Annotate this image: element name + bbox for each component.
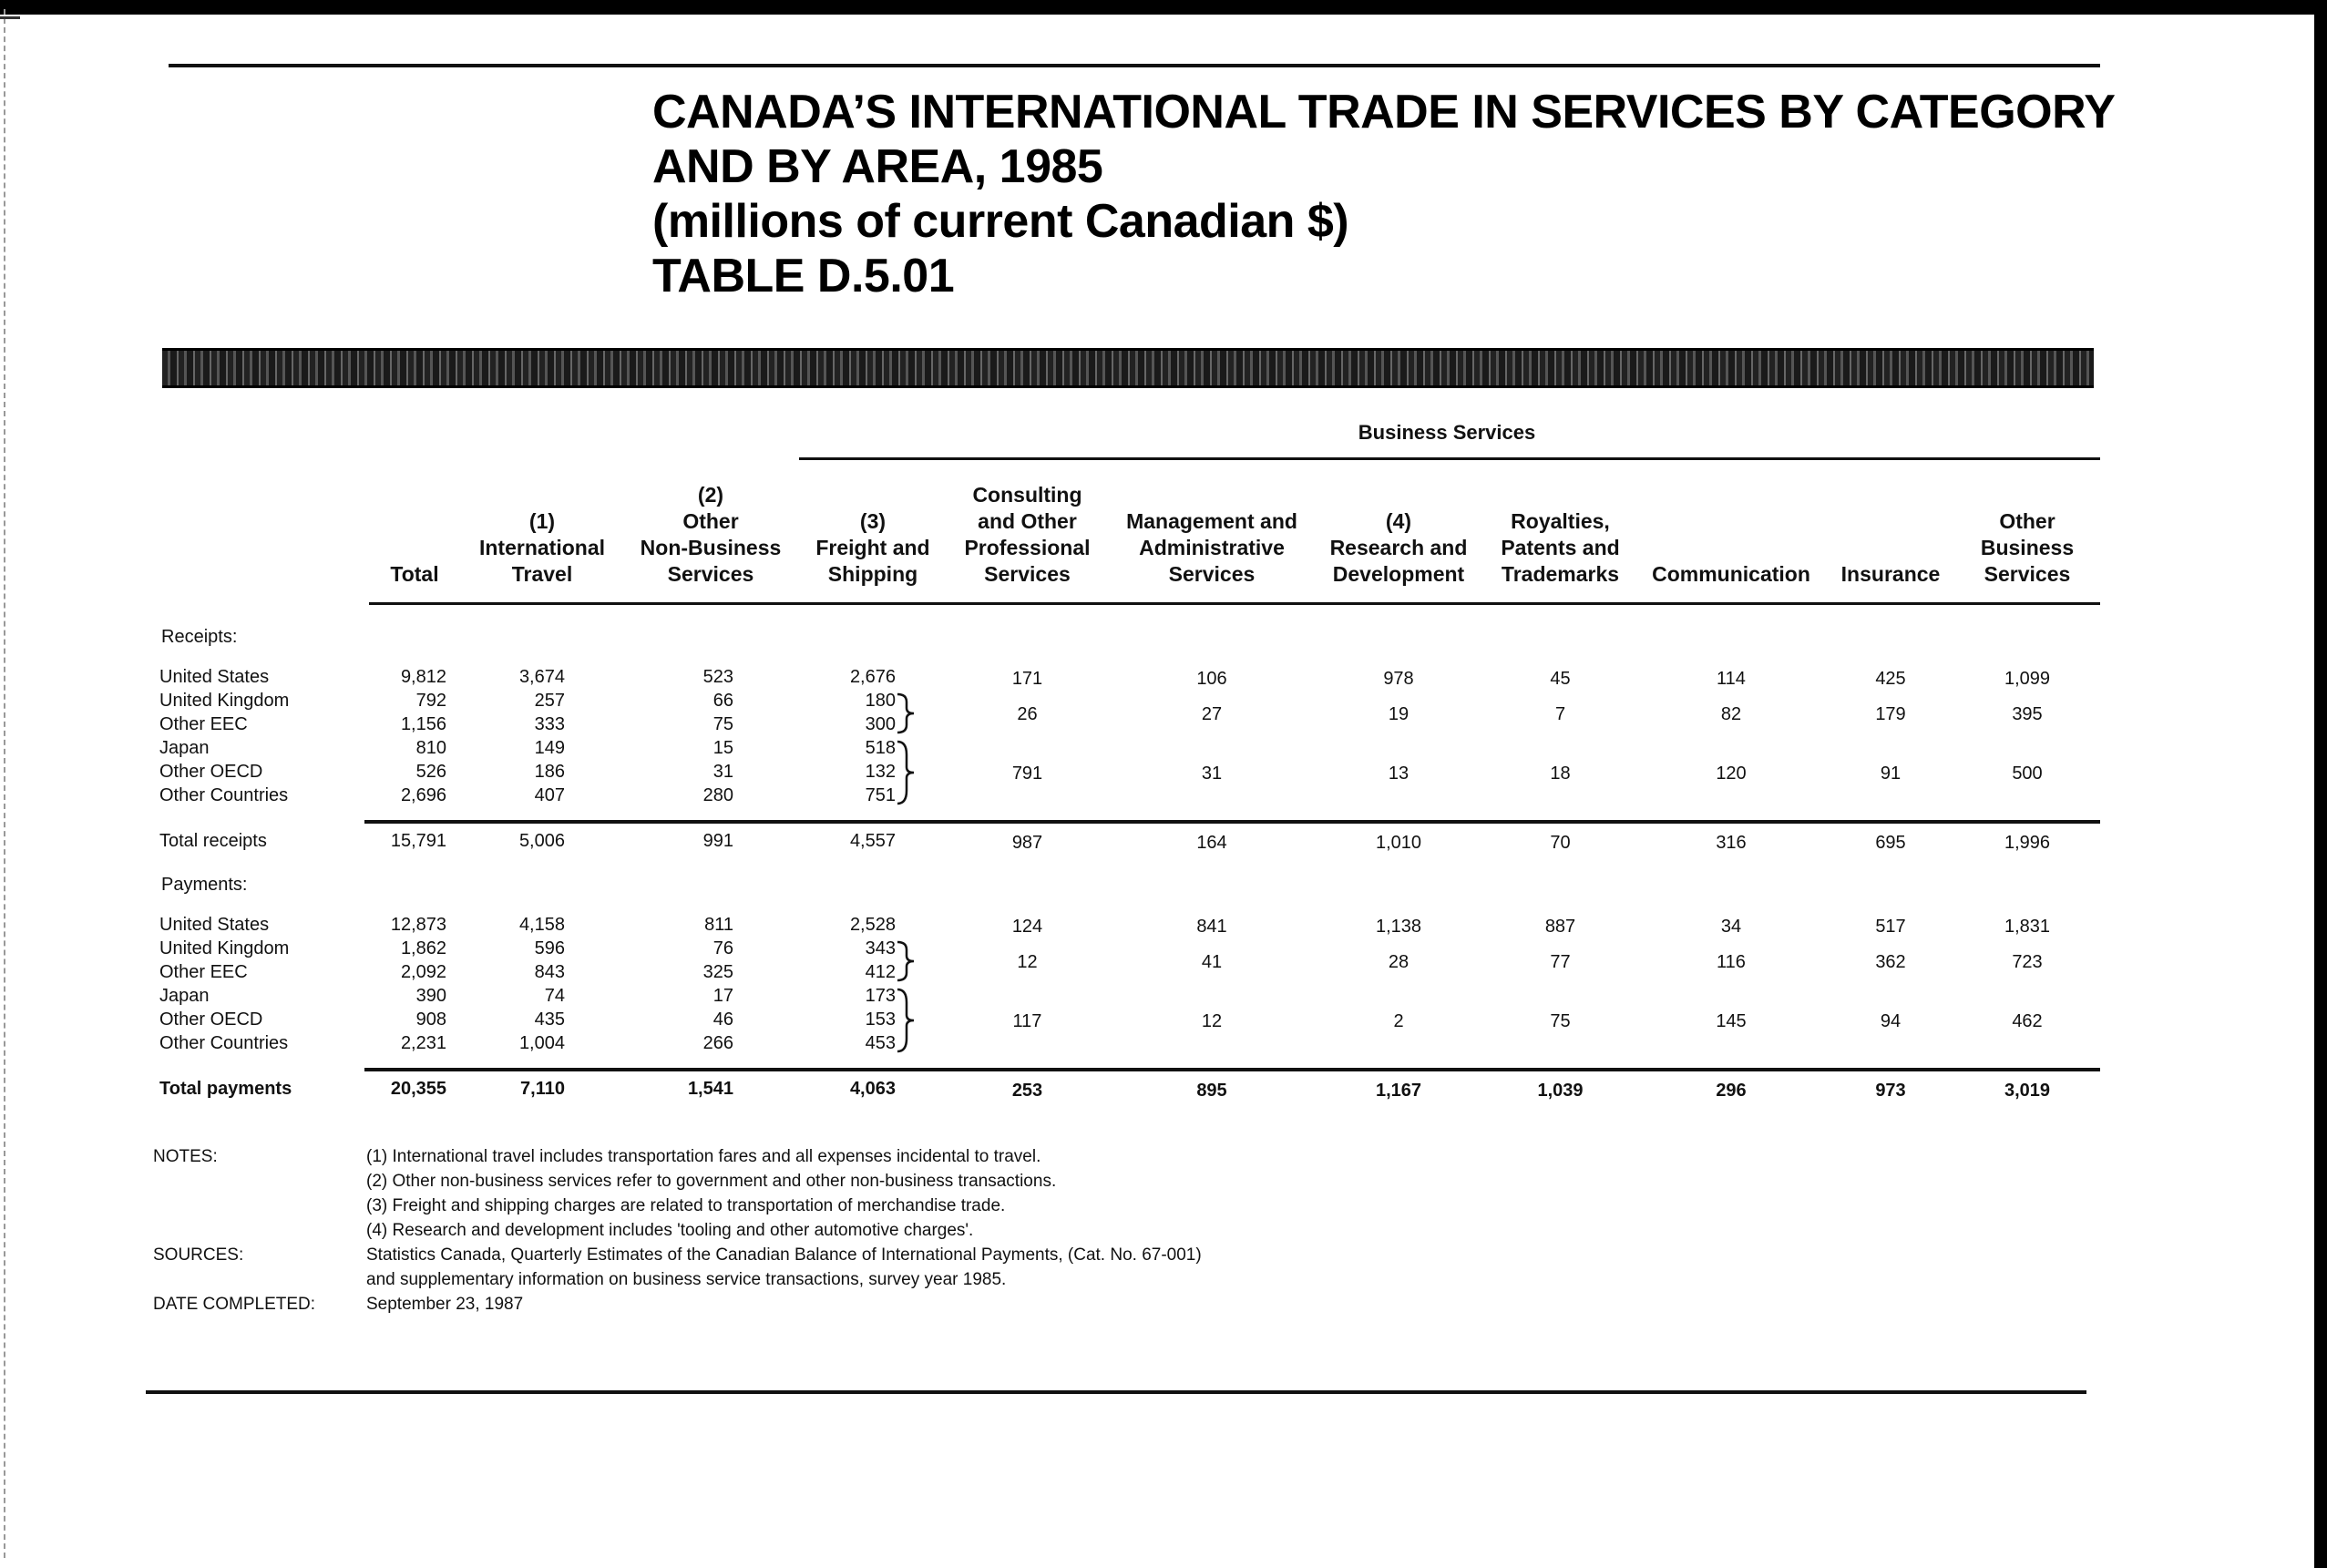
payments-business-cell: 12 [1017,952,1038,972]
bottom-rule [146,1390,2086,1394]
sources-label: SOURCES: [153,1245,244,1265]
notes-label: NOTES: [153,1147,218,1166]
receipts-travel-cell: 186 [534,762,565,782]
payments-business-cell: 1,138 [1375,917,1422,937]
receipts-total-rule [364,820,2100,824]
receipts-freight-cell: 180 [865,691,896,711]
payments-business-cell: 75 [1550,1011,1571,1031]
receipts-non-business-cell: 280 [702,785,733,805]
receipts-business-cell: 500 [2012,764,2043,784]
receipts-total-cell: 792 [415,691,446,711]
payments-business-cell: 12 [1201,1011,1223,1031]
payments-travel-cell: 4,158 [518,915,565,935]
receipts-business-cell: 791 [1011,764,1043,784]
receipts-business-cell: 26 [1017,704,1038,724]
receipts-freight-cell: 132 [865,762,896,782]
business-services-heading: Business Services [1358,421,1536,444]
binding-tick [0,16,20,19]
col-header-total: Total [390,562,439,586]
title-line-1: CANADA’S INTERNATIONAL TRADE IN SERVICES BY CATEGORY [652,86,2116,138]
payments-section-label: Payments: [161,875,248,895]
payments-grand-total-cell: 7,110 [520,1079,565,1099]
receipts-travel-cell: 407 [534,785,565,805]
payments-row-label: United States [159,915,270,935]
col-header-other-business: Other Business Services [1980,509,2075,586]
payments-non-business-cell: 46 [712,1009,733,1030]
col-header-consulting: Consulting and Other Professional Services [964,483,1091,586]
receipts-business-cell: 114 [1717,669,1746,689]
receipts-freight-cell: 751 [865,785,896,805]
col-header-insurance: Insurance [1840,562,1941,586]
receipts-grand-total-cell: 1,996 [2004,833,2051,853]
payments-non-business-cell: 76 [712,938,733,958]
business-services-rule [799,457,2100,460]
payments-total-cell: 2,231 [400,1033,446,1053]
receipts-business-cell: 18 [1550,764,1571,784]
receipts-business-cell: 395 [2012,704,2043,724]
payments-business-cell: 28 [1388,952,1410,972]
receipts-freight-cell: 2,676 [849,667,896,687]
receipts-total-cell: 2,696 [400,785,446,805]
payments-freight-brace-other [896,988,916,1053]
receipts-business-cell: 171 [1011,669,1043,689]
col-header-non-business: (2) Other Non-Business Services [640,483,782,586]
receipts-business-cell: 425 [1875,669,1906,689]
receipts-travel-cell: 333 [534,714,565,734]
receipts-non-business-cell: 75 [712,714,733,734]
date-completed-value: September 23, 1987 [366,1295,524,1314]
payments-business-cell: 41 [1201,952,1223,972]
col-header-management: Management and Administrative Services [1126,509,1297,586]
receipts-total-cell: 9,812 [400,667,446,687]
receipts-business-cell: 978 [1383,669,1414,689]
receipts-non-business-cell: 15 [712,738,733,758]
receipts-business-cell: 91 [1880,764,1902,784]
payments-grand-total-cell: 253 [1011,1081,1043,1101]
payments-freight-cell: 453 [865,1033,896,1053]
payments-grand-total-cell: 3,019 [2004,1081,2051,1101]
col-header-communication: Communication [1652,562,1810,586]
receipts-total-cell: 526 [415,762,446,782]
receipts-business-cell: 7 [1554,704,1566,724]
payments-travel-cell: 1,004 [518,1033,565,1053]
receipts-business-cell: 1,099 [2004,669,2051,689]
payments-row-label: Other Countries [159,1033,289,1053]
payments-travel-cell: 843 [534,962,565,982]
receipts-freight-cell: 518 [865,738,896,758]
payments-travel-cell: 596 [534,938,565,958]
receipts-row-label: Other OECD [159,762,263,782]
receipts-business-cell: 179 [1875,704,1906,724]
payments-freight-cell: 412 [865,962,896,982]
payments-total-cell: 12,873 [390,915,446,935]
receipts-travel-cell: 257 [534,691,565,711]
binding-margin [4,9,15,1558]
payments-total-label: Total payments [159,1079,292,1099]
sources-line-1: Statistics Canada, Quarterly Estimates of the Canadian Balance of International Payments, (Cat. No. 67-001) [366,1245,1202,1265]
payments-business-cell: 1,831 [2004,917,2051,937]
receipts-business-cell: 31 [1201,764,1223,784]
receipts-grand-total-cell: 4,557 [849,831,896,851]
header-rule [369,602,2100,605]
receipts-non-business-cell: 523 [702,667,733,687]
receipts-grand-total-cell: 164 [1196,833,1227,853]
receipts-row-label: Other EEC [159,714,248,734]
receipts-business-cell: 19 [1388,704,1410,724]
title-line-2: AND BY AREA, 1985 [652,140,1103,193]
payments-non-business-cell: 266 [702,1033,733,1053]
payments-business-cell: 362 [1875,952,1906,972]
payments-business-cell: 94 [1880,1011,1902,1031]
receipts-grand-total-cell: 987 [1011,833,1043,853]
receipts-grand-total-cell: 70 [1550,833,1571,853]
payments-business-cell: 723 [2012,952,2043,972]
receipts-row-label: United States [159,667,270,687]
payments-freight-cell: 173 [865,986,896,1006]
payments-grand-total-cell: 973 [1875,1081,1906,1101]
col-header-royalties: Royalties, Patents and Trademarks [1501,509,1620,586]
payments-freight-cell: 153 [865,1009,896,1030]
payments-total-cell: 1,862 [400,938,446,958]
receipts-freight-brace-eec [896,692,916,734]
payments-grand-total-cell: 1,541 [687,1079,733,1099]
payments-travel-cell: 435 [534,1009,565,1030]
col-header-research: (4) Research and Development [1329,509,1468,586]
payments-business-cell: 462 [2012,1011,2043,1031]
payments-non-business-cell: 17 [712,986,733,1006]
payments-row-label: Other EEC [159,962,248,982]
decorative-band [162,348,2094,388]
receipts-grand-total-cell: 991 [702,831,733,851]
payments-freight-cell: 2,528 [849,915,896,935]
payments-business-cell: 2 [1393,1011,1404,1031]
col-header-freight: (3) Freight and Shipping [815,509,930,586]
receipts-total-cell: 1,156 [400,714,446,734]
title-line-3: (millions of current Canadian $) [652,195,1349,248]
title-line-4: TABLE D.5.01 [652,250,955,302]
payments-grand-total-cell: 895 [1196,1081,1227,1101]
note-2: (2) Other non-business services refer to government and other non-business transactions. [366,1172,1057,1191]
payments-business-cell: 116 [1717,952,1746,972]
receipts-row-label: Japan [159,738,210,758]
payments-grand-total-cell: 4,063 [849,1079,896,1099]
payments-business-cell: 124 [1011,917,1043,937]
payments-business-cell: 517 [1875,917,1906,937]
payments-row-label: United Kingdom [159,938,290,958]
receipts-grand-total-cell: 695 [1875,833,1906,853]
note-4: (4) Research and development includes 'tooling and other automotive charges'. [366,1221,974,1240]
receipts-business-cell: 82 [1720,704,1742,724]
payments-business-cell: 117 [1012,1011,1042,1031]
payments-grand-total-cell: 1,039 [1537,1081,1584,1101]
date-completed-label: DATE COMPLETED: [153,1295,316,1314]
note-1: (1) International travel includes transportation fares and all expenses incidental to travel. [366,1147,1041,1166]
payments-total-cell: 390 [415,986,446,1006]
receipts-grand-total-cell: 316 [1716,833,1747,853]
payments-business-cell: 887 [1544,917,1576,937]
payments-freight-cell: 343 [865,938,896,958]
payments-business-cell: 34 [1720,917,1742,937]
receipts-non-business-cell: 66 [712,691,733,711]
receipts-section-label: Receipts: [161,627,238,647]
payments-total-cell: 2,092 [400,962,446,982]
payments-freight-brace-eec [896,940,916,982]
receipts-row-label: United Kingdom [159,691,290,711]
receipts-row-label: Other Countries [159,785,289,805]
payments-non-business-cell: 811 [704,915,733,935]
page-edge [2314,0,2327,1568]
receipts-business-cell: 13 [1388,764,1410,784]
sources-line-2: and supplementary information on business service transactions, survey year 1985. [366,1270,1007,1289]
payments-row-label: Japan [159,986,210,1006]
receipts-freight-brace-other [896,740,916,805]
payments-non-business-cell: 325 [702,962,733,982]
receipts-business-cell: 120 [1716,764,1747,784]
receipts-non-business-cell: 31 [712,762,733,782]
receipts-grand-total-cell: 5,006 [518,831,565,851]
payments-travel-cell: 74 [544,986,565,1006]
receipts-travel-cell: 149 [534,738,565,758]
col-header-international-travel: (1) International Travel [478,509,605,586]
note-3: (3) Freight and shipping charges are related to transportation of merchandise trade. [366,1196,1006,1215]
receipts-business-cell: 45 [1550,669,1571,689]
payments-total-cell: 908 [415,1009,446,1030]
receipts-freight-cell: 300 [865,714,896,734]
payments-grand-total-cell: 296 [1716,1081,1747,1101]
payments-business-cell: 841 [1196,917,1227,937]
receipts-travel-cell: 3,674 [518,667,565,687]
receipts-total-cell: 810 [415,738,446,758]
receipts-business-cell: 106 [1196,669,1227,689]
payments-total-rule [364,1068,2100,1071]
payments-business-cell: 77 [1550,952,1571,972]
receipts-business-cell: 27 [1201,704,1223,724]
receipts-total-label: Total receipts [159,831,267,851]
payments-row-label: Other OECD [159,1009,263,1030]
payments-grand-total-cell: 1,167 [1375,1081,1422,1101]
payments-business-cell: 145 [1716,1011,1747,1031]
receipts-grand-total-cell: 1,010 [1375,833,1422,853]
receipts-grand-total-cell: 15,791 [390,831,446,851]
payments-grand-total-cell: 20,355 [390,1079,446,1099]
top-rule [169,64,2100,67]
table-title [652,85,2147,303]
